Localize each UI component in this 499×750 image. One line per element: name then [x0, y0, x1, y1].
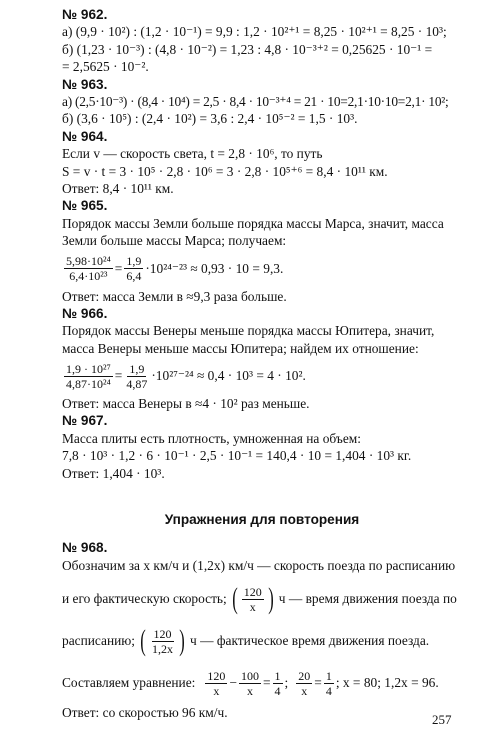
fraction-denominator: x — [246, 683, 253, 698]
line2-text-start: и его фактическую скорость; — [62, 591, 227, 607]
problem-963-title: № 963. — [62, 76, 108, 92]
fraction-numerator: 1,9 — [129, 361, 145, 376]
problem-968-equation — [62, 664, 462, 702]
fraction-denominator: 4 — [325, 683, 332, 698]
fraction-denominator: 6,4·10²³ — [69, 269, 108, 283]
problem-964-line2: S = v · t = 3 · 10⁵ · 2,8 · 10⁶ = 3 · 2,8 · 10⁵⁺⁶ = 8,4 · 10¹¹ км. — [62, 163, 388, 179]
problem-962-part-b-line1: б) (1,23 · 10⁻³) : (4,8 · 10⁻²) = 1,23 : 4,8 · 10⁻³⁺² = 0,25625 · 10⁻¹ = — [62, 41, 433, 57]
equals-sign: = — [114, 368, 123, 384]
problem-962-title: № 962. — [62, 7, 108, 22]
problem-965-text: Порядок массы Земли больше порядка массы Марса, значит, масса Земли больше массы Марса; получаем: — [62, 215, 444, 249]
problem-968-line3 — [62, 620, 462, 662]
fraction — [64, 254, 113, 283]
problem-962-part-a: а) (9,9 · 10²) : (1,2 · 10⁻¹) = 9,9 : 1,2 · 10²⁺¹ = 8,25 · 10²⁺¹ = 8,25 · 10³; — [62, 24, 447, 40]
fraction — [64, 362, 113, 391]
fraction — [273, 669, 283, 698]
page-content — [62, 6, 462, 722]
problem-967-title: № 967. — [62, 413, 108, 429]
problem-968-answer: Ответ: со скоростью 96 км/ч. — [62, 705, 228, 721]
fraction — [150, 627, 175, 656]
fraction-denominator: 1,2x — [152, 641, 174, 656]
fraction-numerator: 120 — [153, 626, 172, 641]
problem-963-part-b: б) (3,6 · 10⁵) : (2,4 · 10²) = 3,6 : 2,4 · 10⁵⁻² = 1,5 · 10³. — [62, 111, 358, 127]
fraction-numerator: 100 — [240, 668, 259, 683]
right-paren-glyph: ) — [179, 624, 185, 658]
parenthesized-fraction — [230, 584, 276, 614]
fraction-denominator: 4 — [274, 683, 281, 698]
problem-966-formula — [62, 359, 462, 393]
problem-964-line1: Если v — скорость света, t = 2,8 · 10⁶, то путь — [62, 146, 323, 162]
equals-sign: = — [314, 675, 322, 691]
equation-label: Составляем уравнение: — [62, 675, 196, 691]
line3-text-start: расписанию; — [62, 633, 136, 649]
fraction — [242, 585, 264, 614]
problem-966-title: № 966. — [62, 305, 108, 321]
fraction-numerator: 120 — [243, 584, 262, 599]
fraction — [124, 254, 143, 283]
equals-sign: = — [114, 260, 123, 276]
section-title: Упражнения для повторения — [164, 512, 360, 528]
problem-968-line1: Обозначим за x км/ч и (1,2x) км/ч — скорость поезда по расписанию — [62, 558, 456, 574]
fraction-numerator: 1 — [325, 668, 332, 683]
problem-967-line2: 7,8 · 10³ · 1,2 · 6 · 10⁻¹ · 2,5 · 10⁻¹ = 140,4 · 10 = 1,404 · 10³ кг. — [62, 448, 412, 464]
fraction-numerator: 20 — [298, 668, 311, 683]
fraction-denominator: x — [213, 683, 220, 698]
problem-965-formula — [62, 252, 462, 286]
minus-sign: − — [229, 675, 237, 691]
problem-967-line1: Масса плиты есть плотность, умноженная на объем: — [62, 430, 361, 446]
fraction — [239, 669, 261, 698]
fraction-denominator: x — [249, 599, 256, 614]
left-paren-glyph: ( — [232, 582, 238, 616]
problem-965-title: № 965. — [62, 198, 108, 214]
line2-text-end: ч — время движения поезда по — [278, 591, 457, 607]
fraction-numerator: 1 — [274, 668, 281, 683]
fraction-denominator: 4,87 — [126, 376, 148, 391]
problem-964-title: № 964. — [62, 128, 108, 144]
line3-text-end: ч — фактическое время движения поезда. — [190, 633, 430, 649]
problem-968-title: № 968. — [62, 540, 108, 556]
problem-962-part-b-line2: = 2,5625 · 10⁻². — [62, 59, 149, 75]
separator: ; — [284, 675, 289, 691]
fraction-numerator: 1,9 · 10²⁷ — [66, 361, 111, 376]
fraction-denominator: x — [301, 683, 308, 698]
fraction — [324, 669, 334, 698]
fraction-numerator: 1,9 — [126, 254, 142, 268]
fraction — [205, 669, 227, 698]
fraction-numerator: 5,98·10²⁴ — [66, 254, 111, 268]
formula-rest: ·10²⁷⁻²⁴ ≈ 0,4 · 10³ = 4 · 10². — [151, 368, 306, 384]
problem-964-answer: Ответ: 8,4 · 10¹¹ км. — [62, 180, 174, 196]
left-paren-glyph: ( — [140, 624, 146, 658]
problem-967-answer: Ответ: 1,404 · 10³. — [62, 465, 165, 481]
equation-tail: ; x = 80; 1,2x = 96. — [335, 675, 439, 691]
problem-966-text: Порядок массы Венеры меньше порядка массы Юпитера, значит, масса Венеры меньше массы Юпитера; найдем их отношение: — [62, 323, 435, 356]
fraction — [296, 669, 312, 698]
parenthesized-fraction — [138, 626, 187, 656]
equals-sign: = — [262, 675, 271, 691]
fraction — [124, 362, 149, 391]
fraction-denominator: 4,87·10²⁴ — [66, 376, 111, 391]
problem-963-part-a: а) (2,5·10⁻³) · (8,4 · 10⁴) = 2,5 · 8,4 · 10⁻³⁺⁴ = 21 · 10=2,1·10·10=2,1· 10²; — [62, 93, 449, 109]
problem-965-answer: Ответ: масса Земли в ≈9,3 раза больше. — [62, 288, 287, 304]
formula-rest: ·10²⁴⁻²³ ≈ 0,93 · 10 = 9,3. — [145, 260, 284, 276]
right-paren-glyph: ) — [268, 582, 274, 616]
fraction-denominator: 6,4 — [126, 269, 142, 283]
page-number: 257 — [432, 712, 452, 727]
problem-968-line2 — [62, 578, 462, 620]
problem-966-answer: Ответ: масса Венеры в ≈4 · 10² раз меньше. — [62, 396, 310, 412]
fraction-numerator: 120 — [207, 668, 226, 683]
